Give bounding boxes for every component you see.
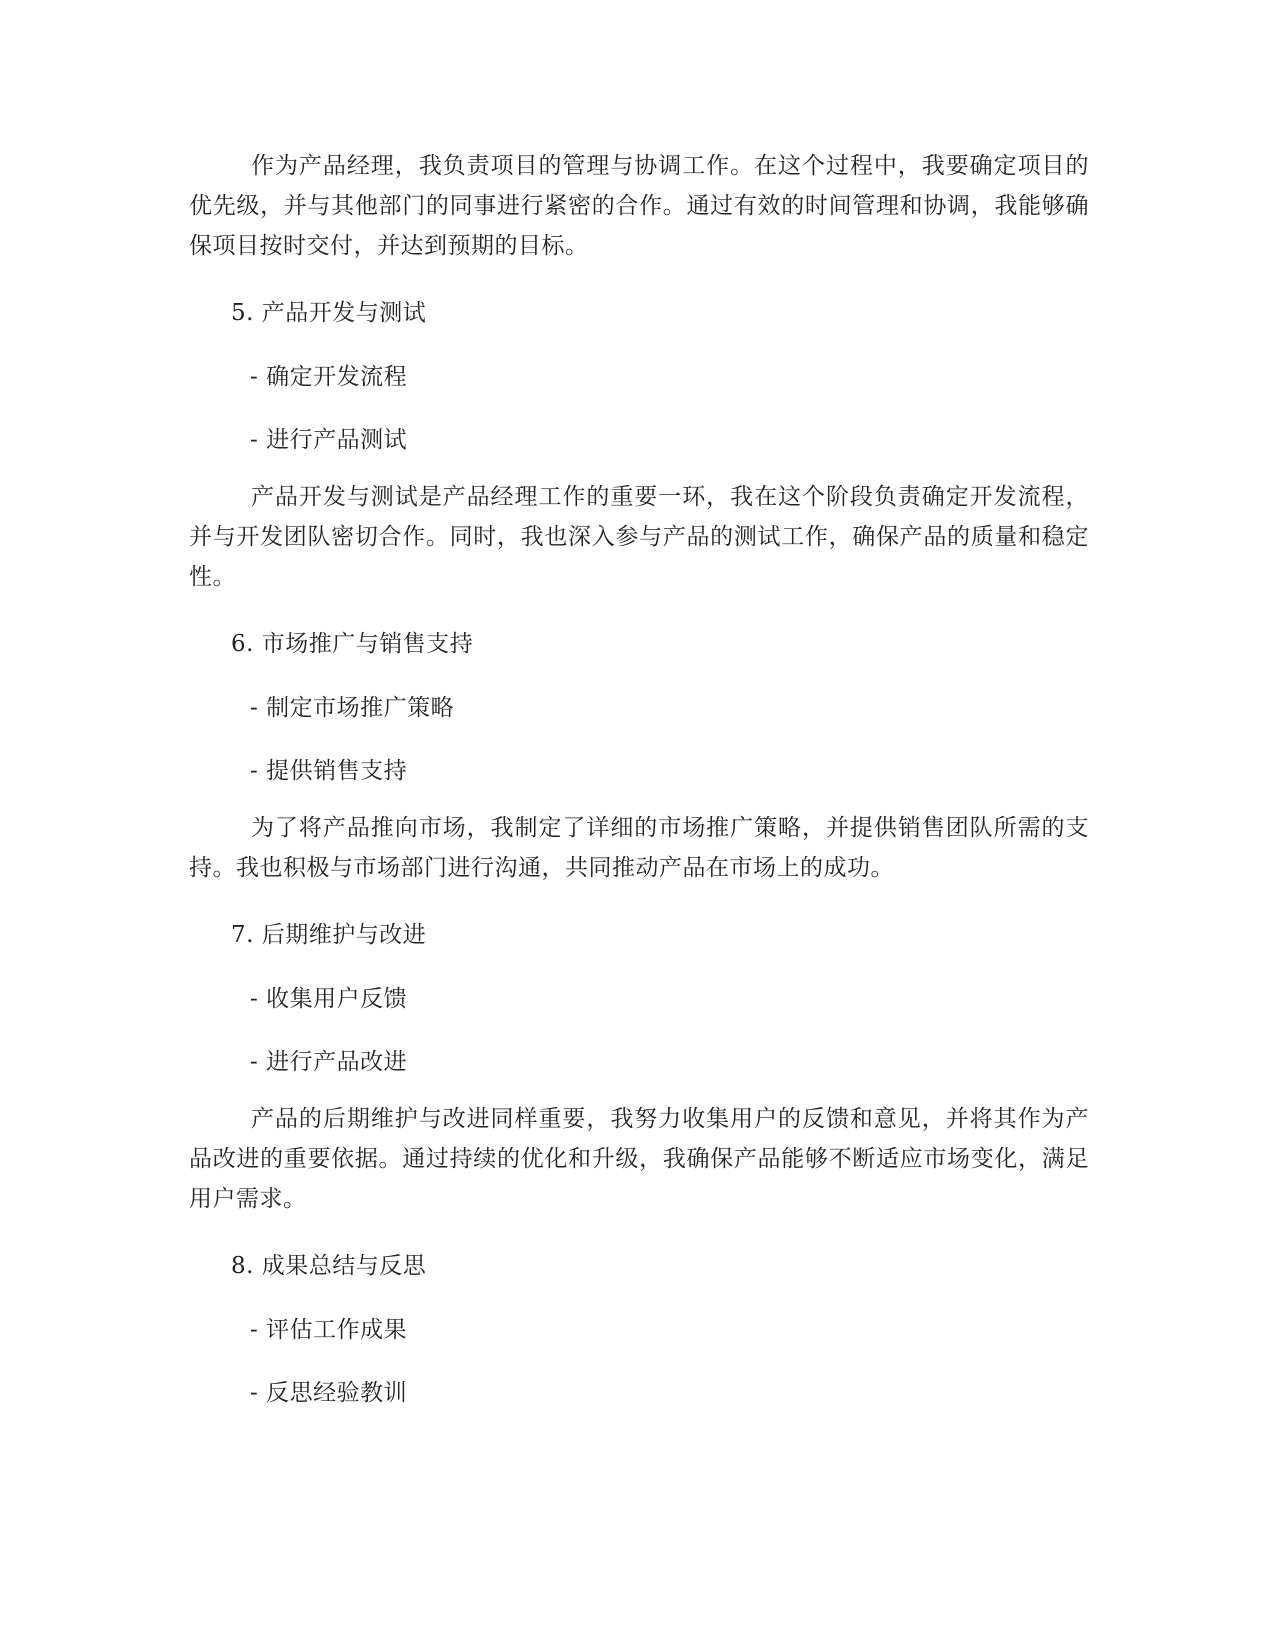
bullet-item: - 反思经验教训 bbox=[250, 1380, 408, 1406]
bullet-item: - 制定市场推广策略 bbox=[250, 695, 455, 721]
bullet-item: - 提供销售支持 bbox=[250, 758, 408, 784]
section-heading-7: 7. 后期维护与改进 bbox=[231, 922, 427, 948]
bullet-item: - 进行产品改进 bbox=[250, 1049, 408, 1075]
section-heading-8: 8. 成果总结与反思 bbox=[231, 1253, 427, 1279]
body-paragraph: 产品的后期维护与改进同样重要，我努力收集用户的反馈和意见，并将其作为产品改进的重要依据。通过持续的优化和升级，我确保产品能够不断适应市场变化，满足用户需求。 bbox=[189, 1106, 1089, 1212]
section-heading-6: 6. 市场推广与销售支持 bbox=[231, 631, 474, 657]
body-paragraph: 作为产品经理，我负责项目的管理与协调工作。在这个过程中，我要确定项目的优先级，并与其他部门的同事进行紧密的合作。通过有效的时间管理和协调，我能够确保项目按时交付，并达到预期的目标。 bbox=[189, 153, 1089, 259]
body-paragraph: 为了将产品推向市场，我制定了详细的市场推广策略，并提供销售团队所需的支持。我也积极与市场部门进行沟通，共同推动产品在市场上的成功。 bbox=[189, 815, 1089, 881]
bullet-item: - 确定开发流程 bbox=[250, 364, 408, 390]
bullet-item: - 进行产品测试 bbox=[250, 427, 408, 453]
body-paragraph: 产品开发与测试是产品经理工作的重要一环，我在这个阶段负责确定开发流程，并与开发团队密切合作。同时，我也深入参与产品的测试工作，确保产品的质量和稳定性。 bbox=[189, 484, 1089, 590]
bullet-item: - 评估工作成果 bbox=[250, 1317, 408, 1343]
bullet-item: - 收集用户反馈 bbox=[250, 986, 408, 1012]
section-heading-5: 5. 产品开发与测试 bbox=[231, 300, 427, 326]
